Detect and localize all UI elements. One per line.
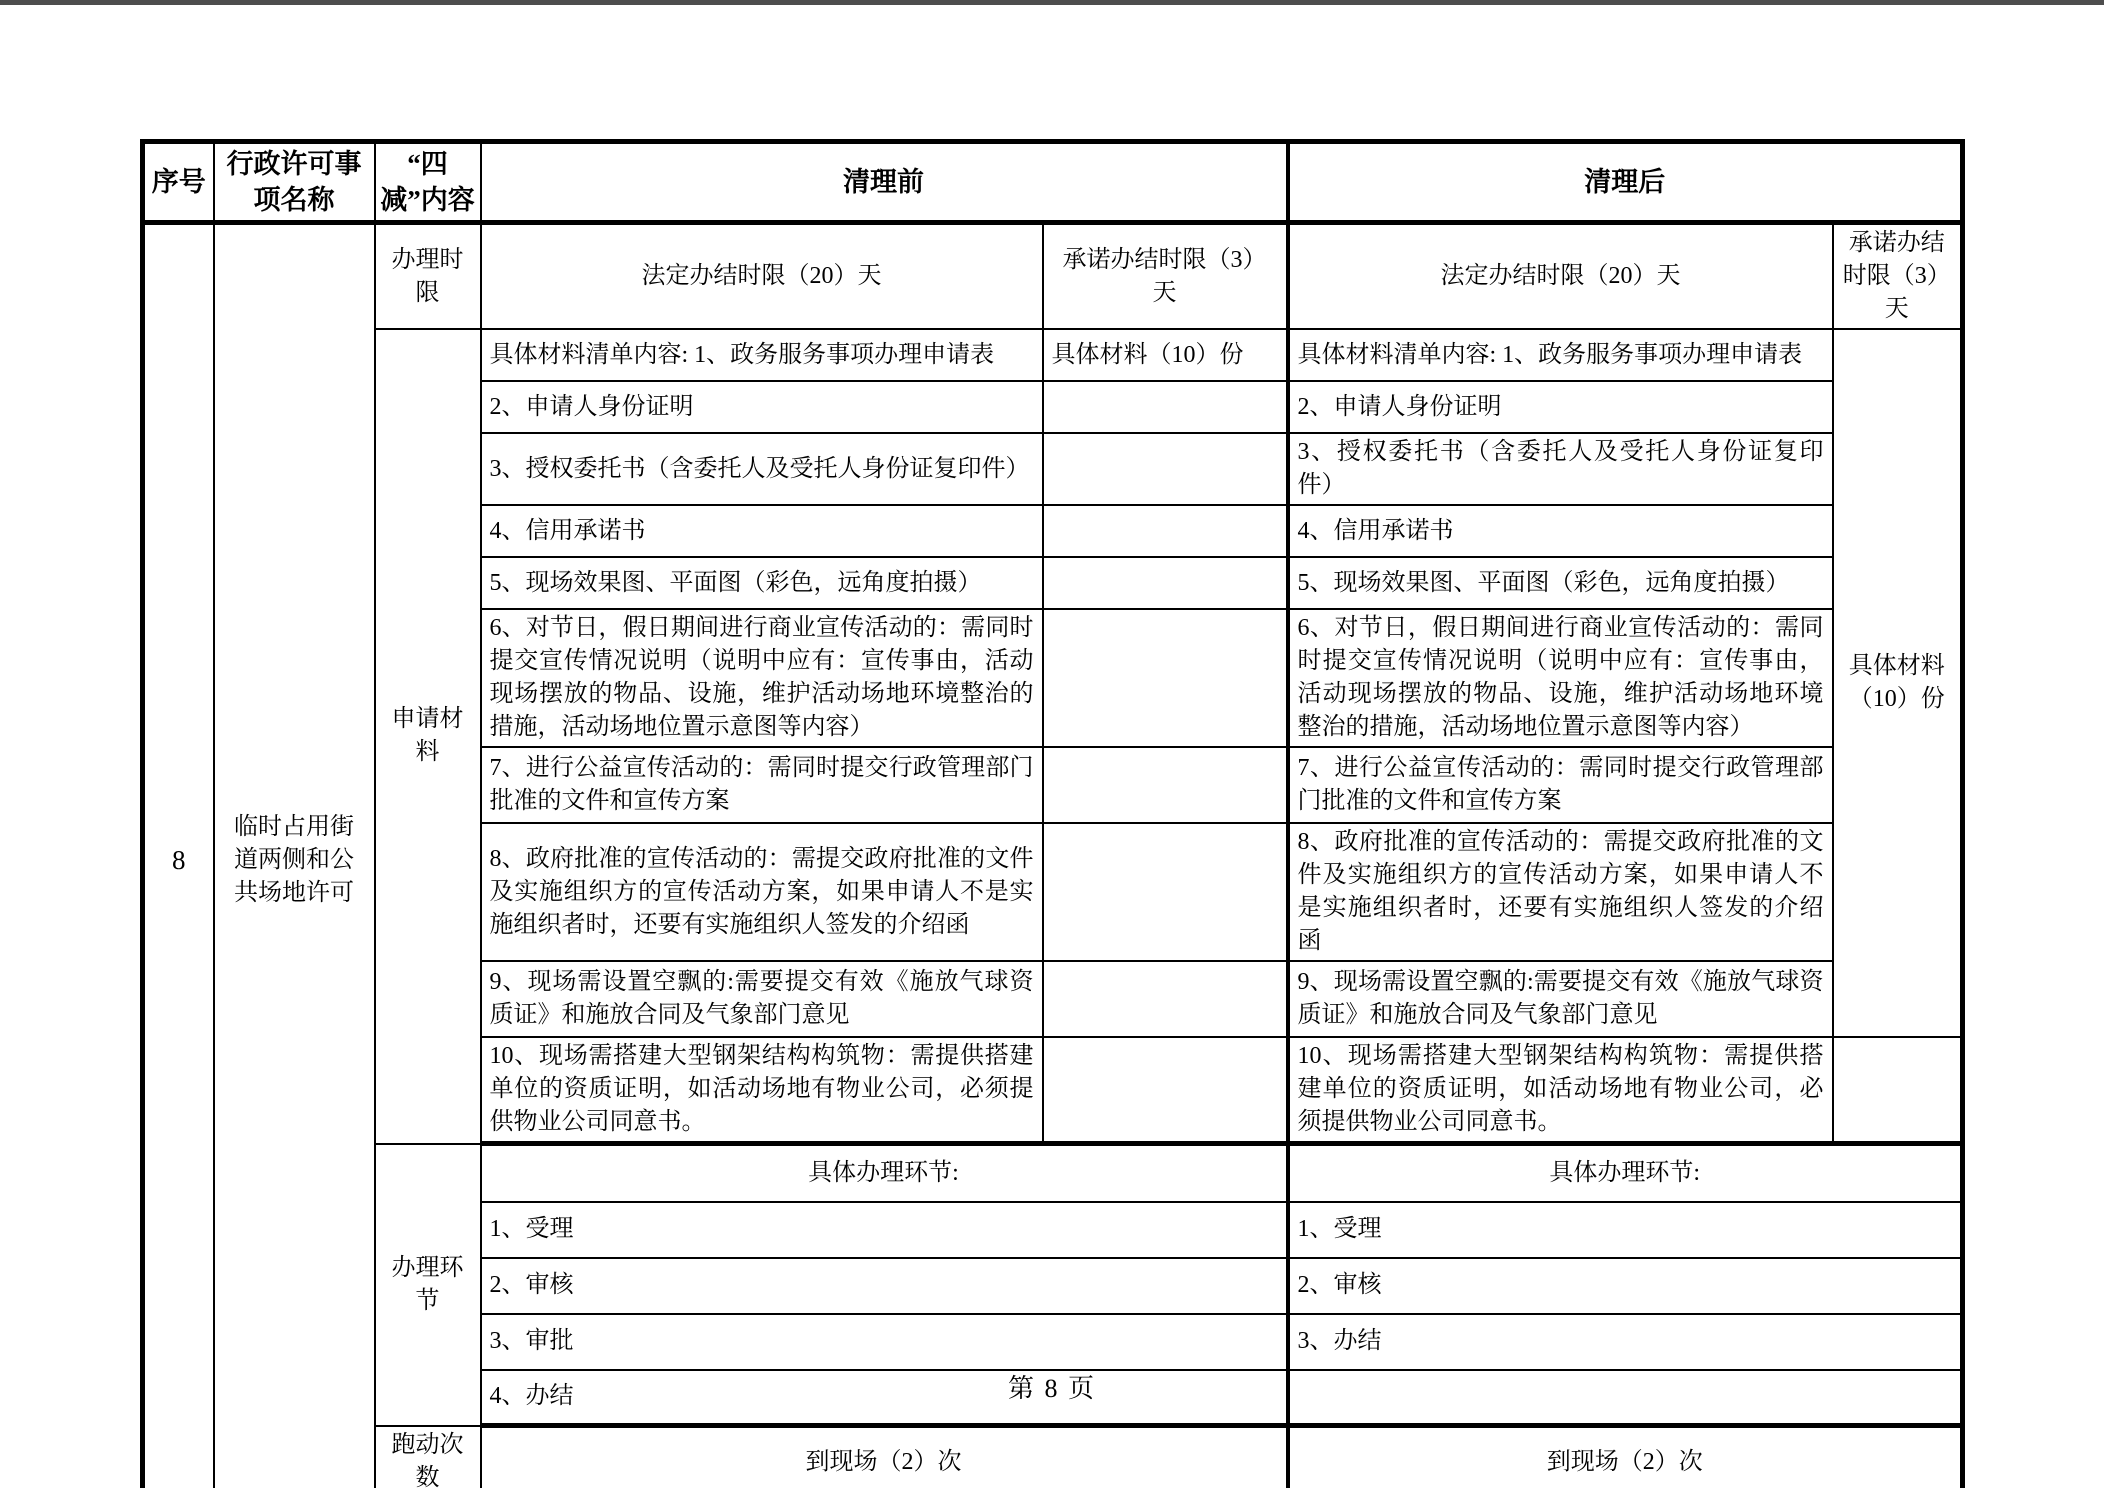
before-material-count: 具体材料（10）份: [1043, 329, 1288, 381]
table-header-row: [143, 142, 1963, 223]
after-material-item: 2、申请人身份证明: [1288, 381, 1833, 433]
before-material-count-empty: [1043, 381, 1288, 433]
before-material-item: 具体材料清单内容: 1、政务服务事项办理申请表: [481, 329, 1043, 381]
after-trips: 到现场（2）次: [1288, 1426, 1963, 1488]
before-material-count-empty: [1043, 747, 1288, 823]
steps-header-row: [143, 1144, 1963, 1202]
after-promised-limit: 承诺办结时限（3）天: [1833, 223, 1963, 330]
label-time-limit: 办理时限: [375, 223, 481, 330]
after-steps-header: 具体办理环节:: [1288, 1144, 1963, 1202]
before-material-count-empty: [1043, 1037, 1288, 1144]
after-step: 2、审核: [1288, 1258, 1963, 1314]
license-cleanup-table: [140, 139, 1965, 1488]
before-material-item: 7、进行公益宣传活动的：需同时提交行政管理部门批准的文件和宣传方案: [481, 747, 1043, 823]
header-item-name: 行政许可事项名称: [214, 142, 375, 223]
after-material-item: 5、现场效果图、平面图（彩色，远角度拍摄）: [1288, 557, 1833, 609]
after-material-item: 7、进行公益宣传活动的：需同时提交行政管理部门批准的文件和宣传方案: [1288, 747, 1833, 823]
header-after: 清理后: [1288, 142, 1963, 223]
before-step: 3、审批: [481, 1314, 1288, 1370]
before-material-item: 4、信用承诺书: [481, 505, 1043, 557]
after-legal-limit: 法定办结时限（20）天: [1288, 223, 1833, 330]
after-material-item: 8、政府批准的宣传活动的：需提交政府批准的文件及实施组织方的宣传活动方案，如果申请人不是实施组织者时，还要有实施组织人签发的介绍函: [1288, 823, 1833, 961]
before-material-item: 5、现场效果图、平面图（彩色，远角度拍摄）: [481, 557, 1043, 609]
before-material-item: 3、授权委托书（含委托人及受托人身份证复印件）: [481, 433, 1043, 505]
label-processing-steps: 办理环节: [375, 1144, 481, 1426]
before-material-count-empty: [1043, 433, 1288, 505]
header-four-reductions: “四减”内容: [375, 142, 481, 223]
after-material-item: 具体材料清单内容: 1、政务服务事项办理申请表: [1288, 329, 1833, 381]
after-material-item: 9、现场需设置空飘的:需要提交有效《施放气球资质证》和施放合同及气象部门意见: [1288, 961, 1833, 1037]
after-material-item: 6、对节日，假日期间进行商业宣传活动的：需同时提交宣传情况说明（说明中应有：宣传事由，活动现场摆放的物品、设施，维护活动场地环境整治的措施，活动场地位置示意图等内容）: [1288, 609, 1833, 747]
material-row: [143, 329, 1963, 381]
cell-item-index: 8: [143, 223, 214, 1488]
after-material-count-empty: [1833, 1037, 1963, 1144]
label-trip-count: 跑动次数: [375, 1426, 481, 1488]
before-material-count-empty: [1043, 961, 1288, 1037]
before-material-item: 10、现场需搭建大型钢架结构构筑物：需提供搭建单位的资质证明，如活动场地有物业公司，必须提供物业公司同意书。: [481, 1037, 1043, 1144]
label-application-materials: 申请材料: [375, 329, 481, 1144]
before-steps-header: 具体办理环节:: [481, 1144, 1288, 1202]
before-material-count-empty: [1043, 609, 1288, 747]
scan-top-edge: [0, 0, 2104, 5]
before-step: 2、审核: [481, 1258, 1288, 1314]
header-before: 清理前: [481, 142, 1288, 223]
before-material-item: 8、政府批准的宣传活动的：需提交政府批准的文件及实施组织方的宣传活动方案，如果申请人不是实施组织者时，还要有实施组织人签发的介绍函: [481, 823, 1043, 961]
after-step: 3、办结: [1288, 1314, 1963, 1370]
after-material-item: 10、现场需搭建大型钢架结构构筑物：需提供搭建单位的资质证明，如活动场地有物业公司，必须提供物业公司同意书。: [1288, 1037, 1833, 1144]
before-material-count-empty: [1043, 557, 1288, 609]
before-step: 4、办结: [481, 1370, 1288, 1426]
after-material-item: 4、信用承诺书: [1288, 505, 1833, 557]
before-legal-limit: 法定办结时限（20）天: [481, 223, 1043, 330]
after-material-count: 具体材料（10）份: [1833, 329, 1963, 1037]
page-number: 第 8 页: [1007, 1374, 1096, 1403]
before-trips: 到现场（2）次: [481, 1426, 1288, 1488]
trips-row: [143, 1426, 1963, 1488]
cell-item-name: 临时占用街道两侧和公共场地许可: [214, 223, 375, 1488]
before-material-item: 6、对节日，假日期间进行商业宣传活动的：需同时提交宣传情况说明（说明中应有：宣传事由，活动现场摆放的物品、设施，维护活动场地环境整治的措施，活动场地位置示意图等内容）: [481, 609, 1043, 747]
before-material-item: 2、申请人身份证明: [481, 381, 1043, 433]
header-index: 序号: [143, 142, 214, 223]
before-material-item: 9、现场需设置空飘的:需要提交有效《施放气球资质证》和施放合同及气象部门意见: [481, 961, 1043, 1037]
before-step: 1、受理: [481, 1202, 1288, 1258]
time-limit-row: [143, 223, 1963, 330]
after-material-item: 3、授权委托书（含委托人及受托人身份证复印件）: [1288, 433, 1833, 505]
before-material-count-empty: [1043, 823, 1288, 961]
before-promised-limit: 承诺办结时限（3）天: [1043, 223, 1288, 330]
after-step: 1、受理: [1288, 1202, 1963, 1258]
before-material-count-empty: [1043, 505, 1288, 557]
